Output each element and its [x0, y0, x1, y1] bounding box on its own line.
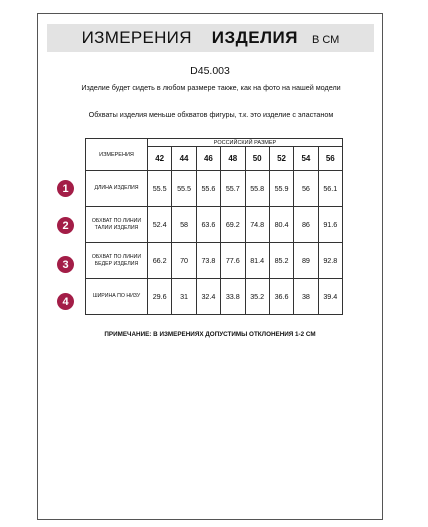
- table-row: [86, 279, 343, 315]
- elastane-note: Обхваты изделия меньше обхватов фигуры, т.к. это изделие с эластаном: [88, 110, 334, 119]
- title-unit: В СМ: [311, 33, 340, 46]
- value-cell: 58: [172, 207, 196, 243]
- value-cell: 31: [172, 279, 196, 315]
- value-cell: 56: [294, 171, 318, 207]
- row-label: ОБХВАТ ПО ЛИНИИ БЕДЕР ИЗДЕЛИЯ: [86, 243, 148, 279]
- size-cell: 44: [172, 147, 196, 171]
- value-cell: 73.8: [196, 243, 220, 279]
- size-cell: 52: [269, 147, 293, 171]
- value-cell: 33.8: [221, 279, 245, 315]
- value-cell: 70: [172, 243, 196, 279]
- row-label: ДЛИНА ИЗДЕЛИЯ: [86, 171, 148, 207]
- value-cell: 55.9: [269, 171, 293, 207]
- value-cell: 55.7: [221, 171, 245, 207]
- product-code: D45.003: [190, 65, 230, 77]
- value-cell: 39.4: [318, 279, 342, 315]
- tolerance-footnote: ПРИМЕЧАНИЕ: В ИЗМЕРЕНИЯХ ДОПУСТИМЫ ОТКЛОНЕНИЯ 1-2 СМ: [104, 331, 316, 338]
- value-cell: 29.6: [148, 279, 172, 315]
- value-cell: 36.6: [269, 279, 293, 315]
- value-cell: 85.2: [269, 243, 293, 279]
- table-row: [86, 171, 343, 207]
- size-cell: 56: [318, 147, 342, 171]
- title-product: ИЗДЕЛИЯ: [211, 28, 298, 47]
- value-cell: 74.8: [245, 207, 269, 243]
- value-cell: 91.6: [318, 207, 342, 243]
- title-measurements: ИЗМЕРЕНИЯ: [81, 28, 192, 47]
- value-cell: 56.1: [318, 171, 342, 207]
- value-cell: 52.4: [148, 207, 172, 243]
- value-cell: 86: [294, 207, 318, 243]
- value-cell: 69.2: [221, 207, 245, 243]
- row-number-badge: 4: [57, 293, 74, 310]
- table-row: [86, 243, 343, 279]
- size-cell: 46: [196, 147, 220, 171]
- row-label: ОБХВАТ ПО ЛИНИИ ТАЛИИ ИЗДЕЛИЯ: [86, 207, 148, 243]
- size-cell: 42: [148, 147, 172, 171]
- value-cell: 66.2: [148, 243, 172, 279]
- row-number-badge: 1: [57, 180, 74, 197]
- value-cell: 77.6: [221, 243, 245, 279]
- title-banner: [47, 24, 374, 52]
- row-number-badge: 3: [57, 256, 74, 273]
- row-number-badge: 2: [57, 217, 74, 234]
- size-chart-sheet: [37, 13, 383, 520]
- value-cell: 92.8: [318, 243, 342, 279]
- measurement-table: [85, 138, 343, 315]
- size-cell: 50: [245, 147, 269, 171]
- row-label: ШИРИНА ПО НИЗУ: [86, 279, 148, 315]
- value-cell: 80.4: [269, 207, 293, 243]
- measure-header: ИЗМЕРЕНИЯ: [86, 139, 148, 171]
- size-cell: 54: [294, 147, 318, 171]
- value-cell: 55.5: [148, 171, 172, 207]
- value-cell: 38: [294, 279, 318, 315]
- value-cell: 35.2: [245, 279, 269, 315]
- value-cell: 89: [294, 243, 318, 279]
- size-cell: 48: [221, 147, 245, 171]
- value-cell: 81.4: [245, 243, 269, 279]
- value-cell: 55.6: [196, 171, 220, 207]
- value-cell: 55.8: [245, 171, 269, 207]
- value-cell: 55.5: [172, 171, 196, 207]
- size-header: РОССИЙСКИЙ РАЗМЕР: [148, 139, 343, 147]
- fit-note: Изделие будет сидеть в любом размере также, как на фото на нашей модели: [81, 83, 341, 92]
- value-cell: 32.4: [196, 279, 220, 315]
- table-row: [86, 207, 343, 243]
- value-cell: 63.6: [196, 207, 220, 243]
